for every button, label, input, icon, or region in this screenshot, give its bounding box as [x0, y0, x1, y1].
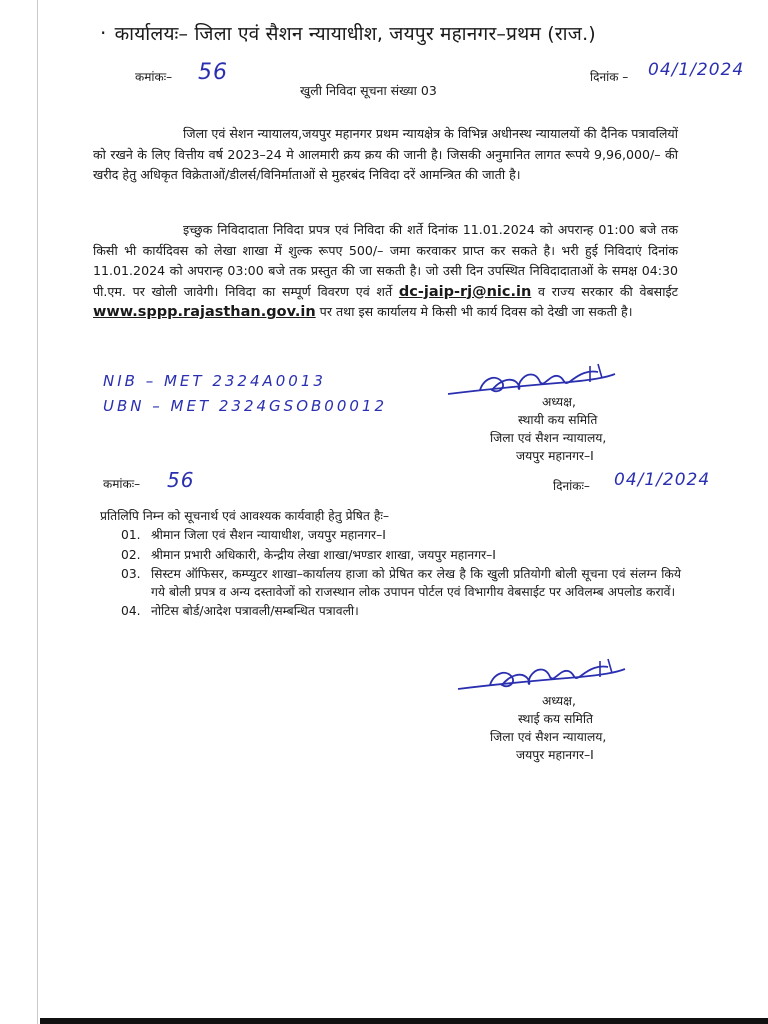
website-address: www.sppp.rajasthan.gov.in	[93, 304, 316, 320]
sig1-line3: जिला एवं सैशन न्यायालय,	[490, 431, 607, 445]
para2-part-c: पर तथा इस कार्यालय मे किसी भी कार्य दिवस को देखी जा सकती है।	[319, 304, 633, 319]
kramank-label: कमांकः–	[135, 70, 173, 84]
copy-item-3	[121, 566, 681, 601]
copy-item-text: श्रीमान जिला एवं सैशन न्यायाधीश, जयपुर महानगर–I	[151, 528, 386, 542]
email-address: dc-jaip-rj@nic.in	[398, 283, 532, 300]
nib-handwritten: NIB – MET 2324A0013	[103, 372, 326, 390]
copy-item-2	[121, 547, 681, 565]
copy-list	[121, 527, 681, 623]
copy-kramank-label: कमांकः–	[103, 477, 141, 491]
office-heading	[100, 20, 596, 46]
ubn-handwritten: UBN – MET 2324GSOB00012	[103, 397, 388, 415]
date-handwritten: 04/1/2024	[648, 60, 745, 80]
body-paragraph-1: जिला एवं सेशन न्यायालय,जयपुर महानगर प्रथम न्यायक्षेत्र के विभिन्न अधीनस्थ न्यायालयों की दैनिक पत्रावलियों को रखने के लिए वित्तीय वर्ष 2023–24 मे आलमारी क्रय क्रय की जानी है। जिसकी अनुमानित लागत रूपये 9,96,000/– की खरीद हेतु अधिकृत विक्रेताओं/डीलर्स/विनिर्माताओं से मुहरबंद निविदा दरें आमन्त्रित की जाती है।	[93, 126, 678, 182]
notice-title: खुली निविदा सूचना संख्या 03	[300, 83, 437, 98]
sig2-line4: जयपुर महानगर–I	[516, 748, 594, 762]
signature-block-1	[490, 393, 700, 465]
copy-kramank-handwritten: 56	[167, 468, 195, 492]
sig1-line4: जयपुर महानगर–I	[516, 449, 594, 463]
para2-part-a: इच्छुक निविदादाता निविदा प्रपत्र एवं निविदा की शर्ते दिनांक 11.01.2024 को अपरान्ह 01:00 बजे तक किसी भी कार्यदिवस को लेखा शाखा में शुल्क रूपए 500/– जमा करवाकर प्राप्त कर सकते है। भरी हुई निविदाएं दिनांक 11.01.2024 को अपरान्ह 03:00 बजे तक प्रस्तुत की जा सकती है। जो उसी दिन उपस्थित निविदादाताओं के समक्ष 04:30 पी.एम. पर खोली जावेगी। निविदा का सम्पूर्ण विवरण एवं शर्ते	[93, 222, 678, 299]
date-label: दिनांक –	[590, 70, 629, 84]
kramank-handwritten: 56	[198, 60, 228, 85]
sig2-line3: जिला एवं सैशन न्यायालय,	[490, 730, 607, 744]
copy-intro: प्रतिलिपि निम्न को सूचनार्थ एवं आवश्यक कार्यवाही हेतु प्रेषित हैः–	[100, 509, 390, 523]
sig1-line2: स्थायी कय समिति	[518, 413, 598, 427]
copy-item-text: नोटिस बोर्ड/आदेश पत्रावली/सम्बन्धित पत्रावली।	[151, 604, 359, 618]
body-paragraph-2	[93, 220, 678, 323]
copy-item-4	[121, 603, 681, 621]
copy-item-number: 01.	[121, 528, 141, 542]
signature-block-2	[490, 692, 700, 764]
copy-item-1	[121, 527, 681, 545]
office-heading-text: कार्यालयः– जिला एवं सैशन न्यायाधीश, जयपुर महानगर–प्रथम (राज.)	[114, 23, 596, 45]
sig2-line2: स्थाई कय समिति	[518, 712, 594, 726]
para2-part-b: व राज्य सरकार की वेबसाईट	[538, 283, 678, 299]
copy-item-number: 02.	[121, 547, 141, 562]
bullet-dot: ·	[100, 21, 107, 45]
sig1-line1: अध्यक्ष,	[542, 395, 576, 409]
left-margin-line	[37, 0, 38, 1024]
copy-item-text: श्रीमान प्रभारी अधिकारी, केन्द्रीय लेखा शाखा/भण्डार शाखा, जयपुर महानगर–I	[151, 547, 496, 562]
copy-item-text: सिस्टम ऑफिसर, कम्प्युटर शाखा–कार्यालय हाजा को प्रेषित कर लेख है कि खुली प्रतियोगी बोली सूचना एवं संलग्न किये गये बोली प्रपत्र व अन्य दस्तावेजों को राजस्थान लोक उपापन पोर्टल एवं विभागीय वेबसाईट पर अविलम्ब अपलोड करावें।	[151, 567, 681, 599]
copy-date-handwritten: 04/1/2024	[614, 470, 711, 490]
copy-item-number: 04.	[121, 604, 141, 618]
copy-date-label: दिनांकः–	[553, 479, 590, 493]
bottom-edge-bar	[40, 1018, 768, 1024]
copy-item-number: 03.	[121, 567, 141, 581]
sig2-line1: अध्यक्ष,	[542, 694, 576, 708]
